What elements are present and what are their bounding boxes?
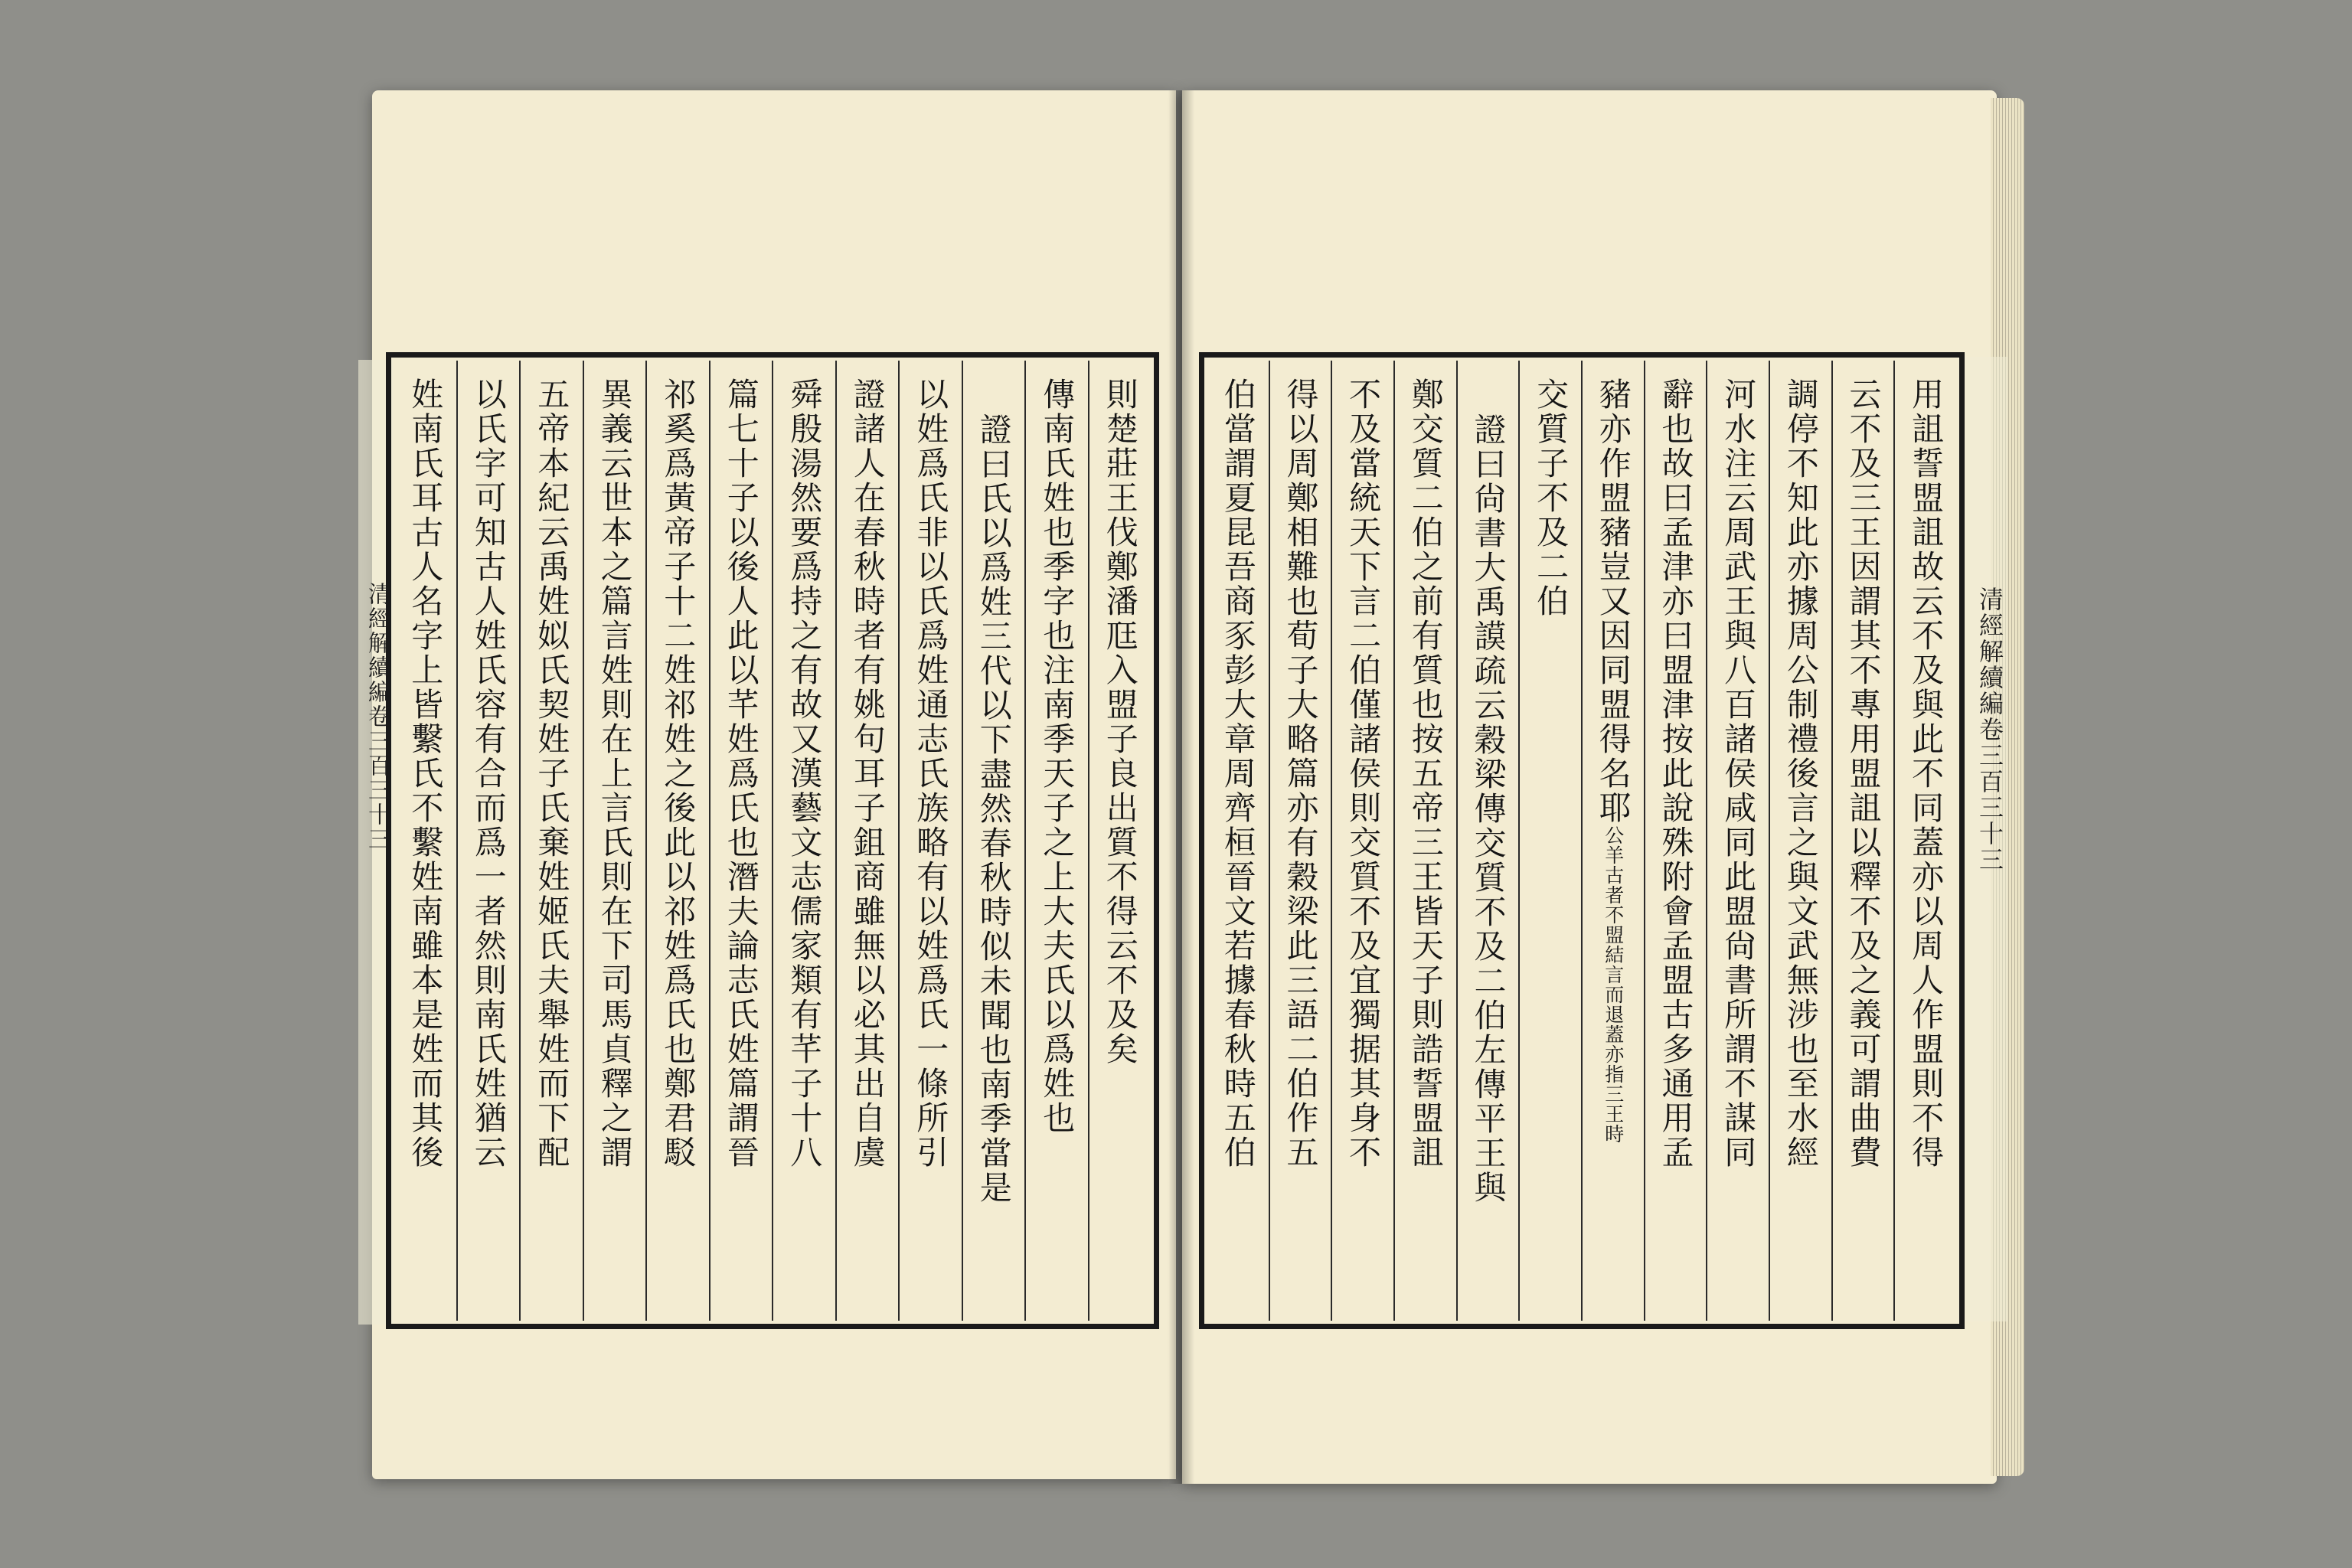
text-column	[1269, 361, 1331, 1321]
column-text: 姓南氏耳古人名字上皆繫氏不繫姓南雖本是姓而其後	[407, 377, 445, 1170]
column-text: 祁奚爲黃帝子十二姓祁姓之後此以祁姓爲氏也鄭君駁	[659, 377, 697, 1170]
text-column	[1831, 361, 1894, 1321]
column-text: 伯當謂夏昆吾商豕彭大章周齊桓晉文若據春秋時五伯	[1219, 377, 1257, 1170]
text-column	[709, 361, 773, 1321]
column-text: 用詛誓盟詛故云不及與此不同蓋亦以周人作盟則不得	[1907, 377, 1945, 1170]
text-column	[1456, 361, 1519, 1321]
column-text: 辭也故曰孟津亦曰盟津按此說殊附會孟盟古多通用孟	[1657, 377, 1695, 1170]
text-column	[1581, 361, 1644, 1321]
section-heading: 交質子不及二伯	[1532, 377, 1570, 619]
text-column	[1769, 361, 1831, 1321]
column-text: 調停不知此亦據周公制禮後言之與文武無涉也至水經	[1782, 377, 1820, 1170]
right-columns	[1207, 361, 1956, 1321]
left-columns	[394, 361, 1151, 1321]
column-text: 證曰氏以爲姓三代以下盡然春秋時似未聞也南季當是	[975, 413, 1013, 1205]
column-text: 云不及三王因謂其不專用盟詛以釋不及之義可謂曲費	[1844, 377, 1883, 1170]
column-text: 不及當統天下言二伯僅諸侯則交質不及宜獨据其身不	[1344, 377, 1383, 1170]
column-text: 傳南氏姓也季字也注南季天子之上大夫氏以爲姓也	[1038, 377, 1076, 1135]
column-text: 鄭交質二伯之前有質也按五帝三王皆天子則誥誓盟詛	[1406, 377, 1445, 1170]
column-text: 五帝本紀云禹姓姒氏契姓子氏棄姓姬氏夫舉姓而下配	[533, 377, 571, 1170]
column-text: 以姓爲氏非以氏爲姓通志氏族略有以姓爲氏一條所引	[912, 377, 950, 1170]
text-column	[1518, 361, 1581, 1321]
text-column	[1393, 361, 1456, 1321]
text-column	[772, 361, 835, 1321]
left-margin-label: 清經解續編卷三百三十三	[358, 360, 394, 1325]
column-text: 以氏字可知古人姓氏容有合而爲一者然則南氏姓猶云	[469, 377, 508, 1170]
column-main-text: 豬亦作盟豬豈又因同盟得名耶	[1594, 377, 1632, 825]
text-column	[1331, 361, 1393, 1321]
text-column	[1706, 361, 1769, 1321]
left-text-frame	[386, 352, 1159, 1329]
column-text: 篇七十子以後人此以芊姓爲氏也潛夫論志氏姓篇謂晉	[722, 377, 760, 1170]
column-text: 異義云世本之篇言姓則在上言氏則在下司馬貞釋之謂	[596, 377, 634, 1170]
text-column	[1088, 361, 1152, 1321]
text-column	[962, 361, 1025, 1321]
column-text: 則楚莊王伐鄭潘尫入盟子良出質不得云不及矣	[1101, 377, 1139, 1067]
column-text	[1594, 377, 1632, 1144]
text-column	[394, 361, 456, 1321]
annotation-note: 公羊古者不盟結言而退蓋亦指三王時	[1602, 825, 1625, 1144]
right-margin-label: 清經解續編卷三百三十三	[1958, 357, 2007, 1321]
column-text: 得以周鄭相難也荀子大略篇亦有穀梁此三語二伯作五	[1282, 377, 1320, 1170]
column-text: 舜殷湯然要爲持之有故又漢藝文志儒家類有芊子十八	[786, 377, 824, 1170]
column-text: 河水注云周武王與八百諸侯咸同此盟尙書所謂不謀同	[1720, 377, 1758, 1170]
right-text-frame	[1199, 352, 1965, 1329]
text-column	[645, 361, 709, 1321]
column-text: 證諸人在春秋時者有姚句耳子鉏商雖無以必其出自虞	[848, 377, 887, 1170]
text-column	[898, 361, 962, 1321]
book-gutter	[1168, 90, 1194, 1484]
text-column	[1024, 361, 1088, 1321]
column-text: 證曰尙書大禹謨疏云穀梁傳交質不及二伯左傳平王與	[1469, 413, 1508, 1205]
text-column	[1644, 361, 1707, 1321]
text-column	[519, 361, 583, 1321]
text-column	[456, 361, 520, 1321]
text-column	[1893, 361, 1956, 1321]
text-column	[1207, 361, 1269, 1321]
text-column	[583, 361, 646, 1321]
text-column	[835, 361, 899, 1321]
